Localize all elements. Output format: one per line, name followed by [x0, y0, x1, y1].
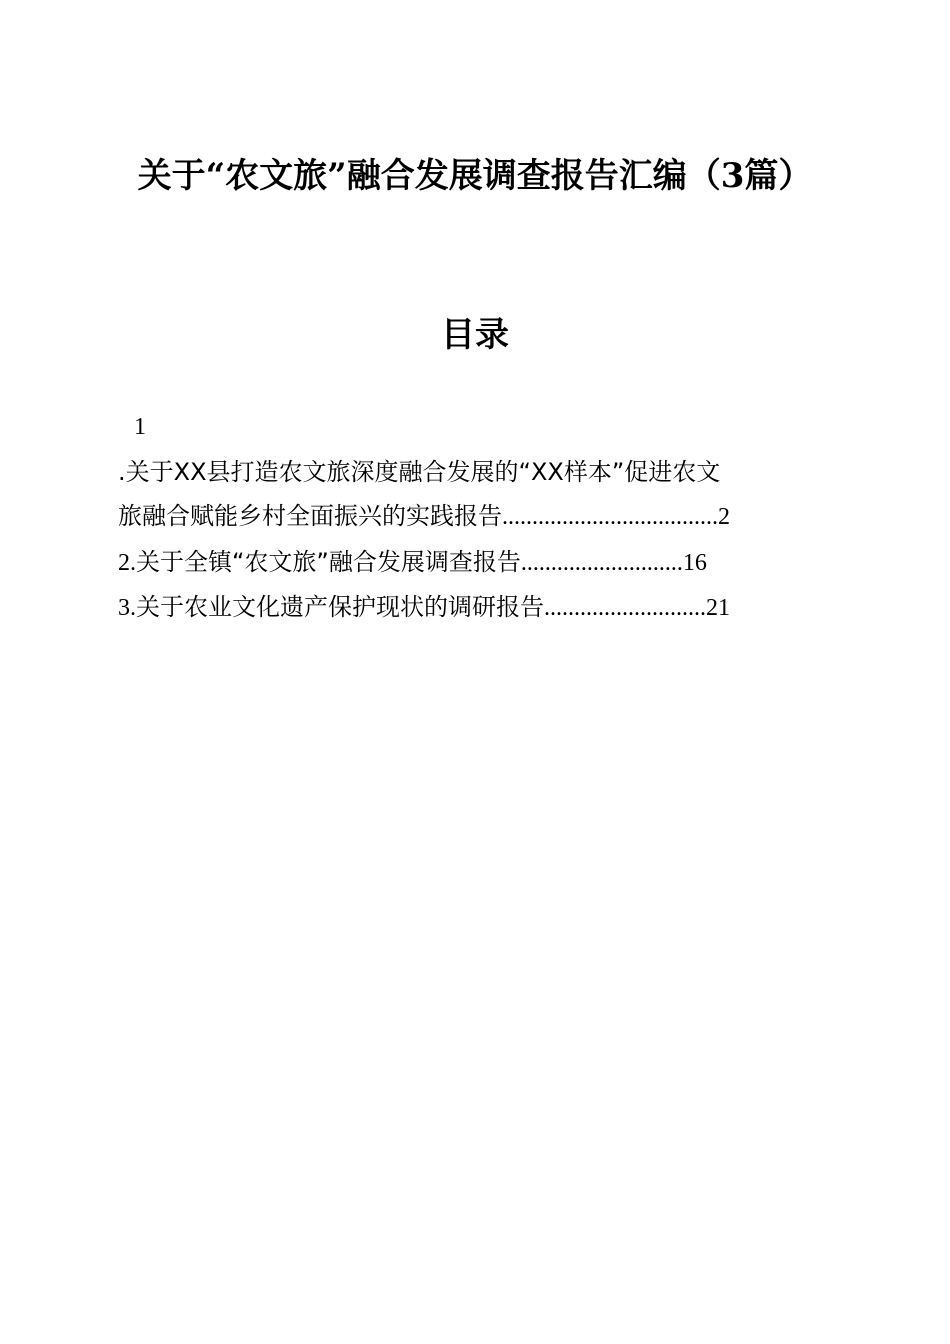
- toc-entry-1[interactable]: [118, 450, 830, 540]
- toc-entry-2-number: 2.: [118, 549, 136, 576]
- toc-entry-2-page: 16: [682, 549, 707, 576]
- toc-entry-1-title-line1: .关于XX县打造农文旅深度融合发展的“XX样本”促进农文: [118, 457, 721, 486]
- toc-heading: 目录: [441, 315, 509, 355]
- toc-entry-1-number: 1: [134, 414, 146, 440]
- toc-entry-3-page: 21: [706, 595, 730, 622]
- toc-entry-1-title-line2: 旅融合赋能乡村全面振兴的实践报告: [118, 502, 502, 531]
- toc-entry-1-leader: ....................................: [502, 504, 718, 531]
- toc-entry-2-title: 关于全镇“农文旅”融合发展调查报告: [136, 547, 521, 576]
- toc-entry-2[interactable]: [118, 540, 830, 586]
- table-of-contents: [118, 405, 830, 631]
- toc-entry-2-leader: ...........................: [520, 549, 683, 576]
- document-title: 关于“农文旅”融合发展调查报告汇编（3篇）: [137, 156, 813, 196]
- toc-entry-3-number: 3.: [118, 595, 136, 622]
- toc-entry-3-leader: ...........................: [544, 595, 706, 622]
- toc-entry-3[interactable]: [118, 585, 830, 631]
- toc-entry-3-title: 关于农业文化遗产保护现状的调研报告: [136, 593, 544, 622]
- toc-entry-1-page: 2: [718, 504, 730, 531]
